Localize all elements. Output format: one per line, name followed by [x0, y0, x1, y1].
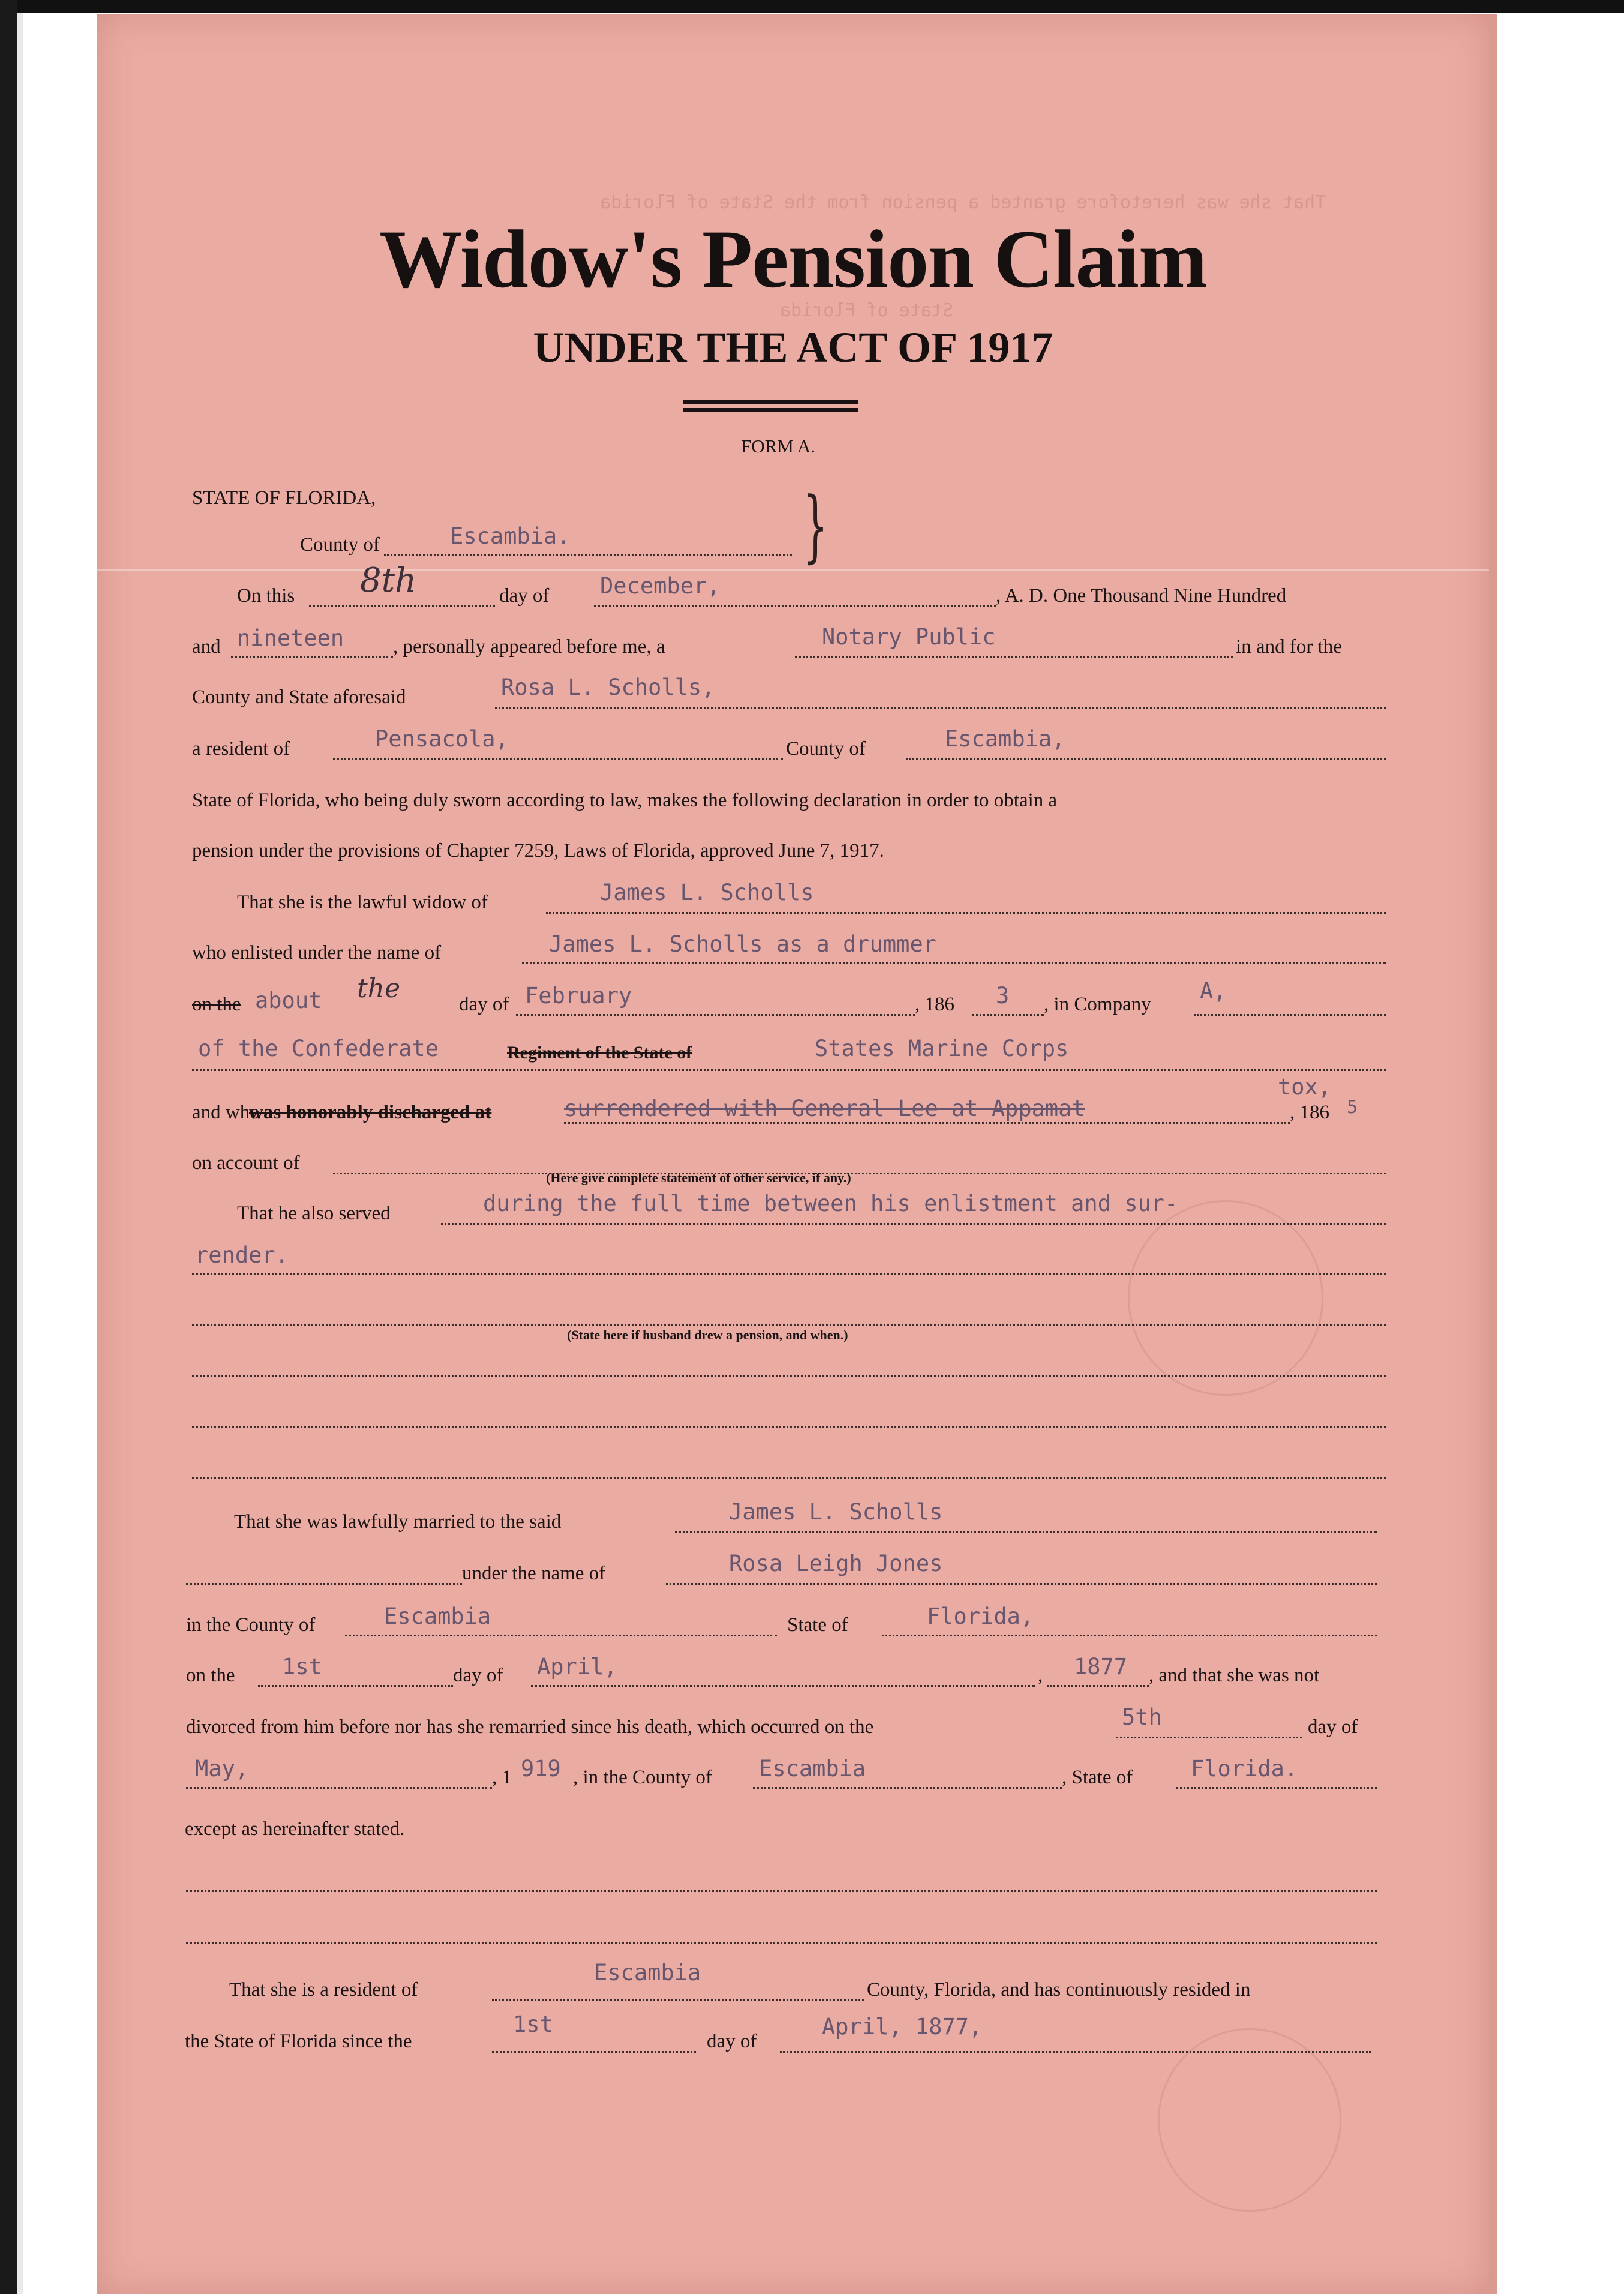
since-the-label: the State of Florida since the: [185, 2031, 412, 2052]
city-value: Pensacola,: [375, 726, 509, 752]
year-value: nineteen: [237, 625, 344, 651]
seal-impression: [1158, 2028, 1341, 2212]
day-value: 8th: [360, 561, 417, 600]
residence-county-text: County, Florida, and has continuously resided in: [867, 1979, 1251, 2001]
enlisted-under-label: who enlisted under the name of: [192, 942, 442, 964]
form-title: Widow's Pension Claim: [379, 213, 1207, 305]
tox-value: tox,: [1278, 1074, 1332, 1100]
death-year-value: 919: [521, 1756, 561, 1782]
death-year-prefix: , 1: [492, 1767, 512, 1788]
under-name-label: under the name of: [462, 1563, 606, 1584]
discharge-field: [564, 1096, 1290, 1124]
county-brace: }: [803, 480, 828, 571]
bleed-through-text: That she was heretofore granted a pension from the State of Florida: [600, 192, 1326, 213]
since-date-value: April, 1877,: [822, 2014, 983, 2040]
blank-line-3: [192, 1400, 1386, 1428]
death-state-value: Florida.: [1191, 1756, 1298, 1782]
resident-of-label: a resident of: [192, 738, 290, 760]
discharge-year-prefix: , 186: [1290, 1102, 1329, 1123]
since-day-of-label: day of: [707, 2031, 757, 2052]
blank-line-1: [192, 1297, 1386, 1326]
surrender-value: surrendered with General Lee at Appamat: [564, 1096, 1085, 1121]
blank-line-2: [192, 1349, 1386, 1377]
on-this-label: On this: [237, 585, 295, 607]
on-the-label: on the: [186, 1665, 235, 1686]
county-of-label: County of: [786, 738, 866, 760]
death-state-label: , State of: [1062, 1767, 1133, 1788]
state-heading: STATE OF FLORIDA,: [192, 487, 376, 509]
note-pension: (State here if husband drew a pension, and when.): [567, 1327, 848, 1342]
enlisted-value: James L. Scholls as a drummer: [549, 931, 937, 957]
marriage-year-value: 1877: [1074, 1654, 1128, 1680]
death-county-label: , in the County of: [573, 1767, 712, 1788]
company-label: , in Company: [1044, 994, 1151, 1015]
marriage-month-value: April,: [537, 1654, 617, 1680]
blank-line-4: [192, 1450, 1386, 1479]
claimant-value: Rosa L. Scholls,: [501, 674, 715, 700]
marriage-day-of-label: day of: [453, 1665, 503, 1686]
regiment-field: [192, 1043, 1386, 1071]
sworn-text-2: pension under the provisions of Chapter 7259, Laws of Florida, approved June 7, 1917.: [192, 840, 884, 862]
on-account-of-label: on account of: [192, 1152, 300, 1174]
except-line-2: [186, 1915, 1377, 1944]
page-fold: [97, 569, 1489, 571]
sworn-text-1: State of Florida, who being duly sworn according to law, makes the following declaration in order to obtain a: [192, 790, 1058, 811]
scan-left-margin: [17, 13, 23, 2294]
county-field: [384, 528, 792, 556]
marriage-county-value: Escambia: [384, 1603, 491, 1629]
officer-value: Notary Public: [822, 624, 996, 650]
husband-value: James L. Scholls: [600, 880, 814, 905]
in-and-for-text: in and for the: [1236, 636, 1342, 658]
death-month-value: May,: [195, 1756, 249, 1782]
marriage-day-value: 1st: [282, 1654, 322, 1680]
comma-1: ,: [1038, 1665, 1043, 1686]
county2-value: Escambia,: [945, 726, 1065, 752]
since-day-value: 1st: [513, 2011, 553, 2037]
company-value: A,: [1200, 978, 1227, 1004]
form-subtitle: UNDER THE ACT OF 1917: [533, 323, 1053, 371]
county-value: Escambia.: [450, 523, 571, 549]
on-the-struck: on the: [192, 994, 241, 1015]
day-of-label-2: day of: [459, 994, 509, 1015]
enlist-year-value: 3: [996, 983, 1010, 1009]
county-label: County of: [300, 534, 380, 556]
marriage-state-label: State of: [787, 1614, 848, 1636]
title-rule-2: [683, 408, 858, 412]
death-day-value: 5th: [1122, 1704, 1162, 1730]
and-label: and: [192, 636, 221, 658]
note-other-service: (Here give complete statement of other service, if any.): [546, 1170, 851, 1185]
except-text: except as hereinafter stated.: [185, 1818, 405, 1840]
form-label: FORM A.: [741, 436, 816, 457]
bleed-through-text: State of Florida: [780, 300, 953, 321]
page-edge: [1489, 14, 1497, 2294]
appeared-text: , personally appeared before me, a: [393, 636, 665, 658]
married-husband-value: James L. Scholls: [729, 1499, 943, 1525]
year-prefix-186: , 186: [915, 994, 954, 1015]
about-value: about: [255, 988, 322, 1013]
marriage-county-label: in the County of: [186, 1614, 316, 1636]
aforesaid-text: County and State aforesaid: [192, 686, 406, 708]
divorced-text: divorced from him before nor has she remarried since his death, which occurred on the: [186, 1716, 874, 1738]
on-account-field: [333, 1146, 1386, 1174]
ad-text: , A. D. One Thousand Nine Hundred: [996, 585, 1287, 607]
title-rule-1: [683, 400, 858, 404]
under-name-blank: [186, 1557, 462, 1585]
death-day-of-label: day of: [1308, 1716, 1358, 1738]
the-handwritten: the: [357, 973, 401, 1004]
maiden-name-value: Rosa Leigh Jones: [729, 1551, 943, 1576]
scan-left-border: [0, 0, 17, 2294]
residence-label: That she is a resident of: [229, 1979, 418, 2001]
discharge-year-value: 5: [1347, 1097, 1358, 1118]
death-county-value: Escambia: [759, 1756, 866, 1782]
also-served-value-1: during the full time between his enlistment and sur-: [483, 1191, 1178, 1216]
confederate-value: of the Confederate: [198, 1036, 439, 1061]
month-value: December,: [600, 573, 721, 599]
widow-of-label: That she is the lawful widow of: [237, 892, 488, 913]
regiment-struck: Regiment of the State of: [507, 1043, 692, 1063]
except-line-1: [186, 1864, 1377, 1892]
and-who-label: and who: [192, 1102, 260, 1123]
marriage-state-value: Florida,: [927, 1603, 1034, 1629]
also-served-label: That he also served: [237, 1203, 391, 1224]
married-to-label: That she was lawfully married to the said: [234, 1511, 562, 1533]
enlist-month-value: February: [525, 983, 632, 1009]
also-served-value-2: render.: [195, 1242, 289, 1268]
not-divorced-text: , and that she was not: [1149, 1665, 1320, 1686]
scan-top-border: [0, 0, 1624, 13]
discharged-struck: was honorably discharged at: [249, 1102, 492, 1123]
day-of-label: day of: [499, 585, 550, 607]
regiment-value: States Marine Corps: [815, 1036, 1069, 1061]
also-served-field-2: [192, 1247, 1386, 1275]
residence-county-value: Escambia: [594, 1960, 701, 1986]
